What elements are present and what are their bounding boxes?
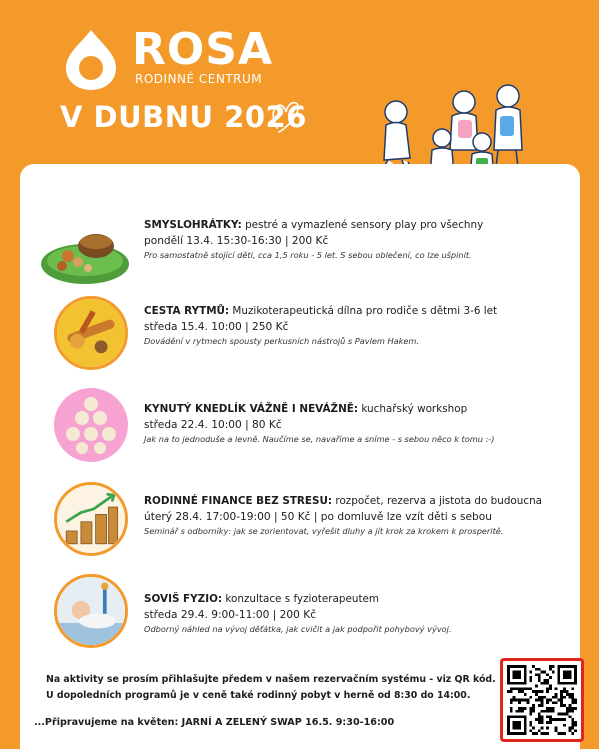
event-text [144,304,564,348]
header [0,0,599,165]
event-title-rest: kuchařský workshop [358,403,468,415]
heart-doodle-icon [271,98,301,134]
event-when: středa 15.4. 10:00 | 250 Kč [144,321,289,333]
event-title-rest: konzultace s fyzioterapeutem [222,593,380,605]
brand-subtitle: RODINNÉ CENTRUM [135,72,263,86]
registration-line-2: U dopoledních programů je v ceně také rodinný pobyt v herně od 8:30 do 14:00. [46,690,471,701]
event-text [144,592,564,636]
may-teaser: ...Připravujeme na květen: JARNÍ A ZELENÝ SWAP 16.5. 9:30-16:00 [34,717,395,728]
event-title-bold: KYNUTÝ KNEDLÍK VÁŽNĚ I NEVÁŽNĚ: [144,403,359,415]
event-note: Jak na to jednoduše a levně. Naučíme se, navaříme a sníme - s sebou něco k tomu :-) [144,434,495,444]
event-text [144,218,564,262]
qr-code-icon [507,665,577,735]
event-title-bold: CESTA RYTMŮ: [144,305,230,317]
baby-physio-icon [54,574,128,648]
event-title-rest: Muzikoterapeutická dílna pro rodiče s dětmi 3-6 let [229,305,498,317]
event-when: středa 29.4. 9:00-11:00 | 200 Kč [144,609,317,621]
event-title [144,304,564,319]
event-title-bold: SOVIŠ FYZIO: [144,593,223,605]
coin-stacks-icon [54,482,128,556]
brand-name: ROSA [132,24,274,75]
event-note: Seminář s odborníky: jak se zorientovat, vyřešit dluhy a jít krok za krokem k prosperitě. [144,526,504,536]
event-title-bold: RODINNÉ FINANCE BEZ STRESU: [144,495,333,507]
event-title [144,218,564,233]
registration-line-1: Na aktivity se prosím přihlašujte předem v našem rezervačním systému - viz QR kód. [46,674,496,685]
event-title [144,494,564,509]
qr-code[interactable] [500,658,584,742]
percussion-instruments-icon [54,296,128,370]
cake-plate-icon [40,216,130,288]
event-title [144,592,564,607]
event-note: Pro samostatně stojící děti, cca 1,5 roku - 5 let. S sebou oblečení, co lze ušpinit. [144,250,472,260]
event-when: úterý 28.4. 17:00-19:00 | 50 Kč | po domluvě lze vzít děti s sebou [144,511,492,523]
page-title: V DUBNU 2026 [60,100,307,134]
event-title [144,402,564,417]
event-note: Dovádění v rytmech spousty perkusních nástrojů s Pavlem Hakem. [144,336,420,346]
rosa-logo-drop-icon [58,26,124,92]
event-when: pondělí 13.4. 15:30-16:30 | 200 Kč [144,235,329,247]
events-card [20,164,580,749]
event-when: středa 22.4. 10:00 | 80 Kč [144,419,282,431]
event-title-rest: rozpočet, rezerva a jistota do budoucna [332,495,543,507]
dumplings-icon [54,388,128,462]
event-title-rest: pestré a vymazlené sensory play pro všechny [241,219,484,231]
registration-info [46,672,496,704]
event-text [144,402,564,446]
event-text [144,494,564,538]
event-title-bold: SMYSLOHRÁTKY: [144,219,242,231]
event-note: Odborný náhled na vývoj děťátka, jak cvičit a jak podpořit pohybový vývoj. [144,624,452,634]
